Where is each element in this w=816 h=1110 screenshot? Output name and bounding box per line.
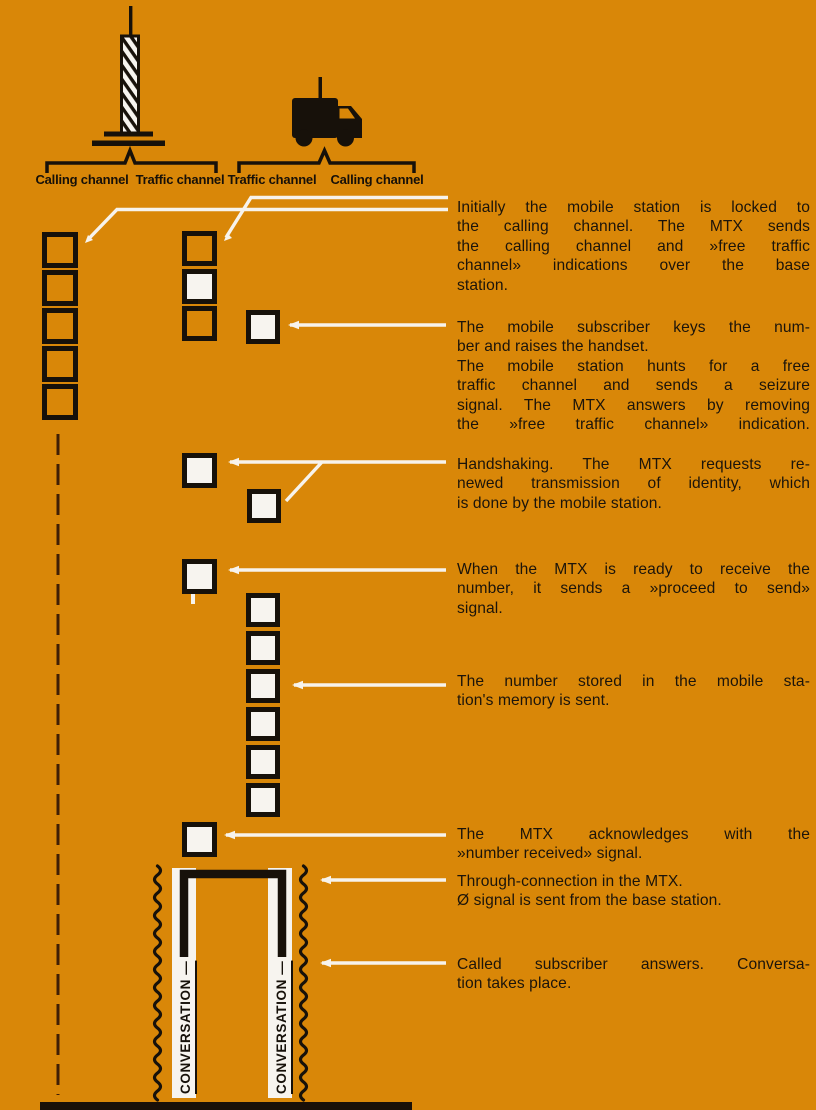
annotation-line: number, it sends a »proceed to send» (457, 580, 810, 598)
annotation-line: The mobile subscriber keys the num- (457, 319, 810, 336)
annotation-line: the »free traffic channel» indication. (457, 416, 810, 434)
annotation-line: the calling channel. The MTX sends (457, 218, 810, 236)
annotation-block-7 (457, 872, 810, 911)
annotation-line: ber and raises the handset. (457, 338, 649, 356)
annotation-line: Initially the mobile station is locked to (457, 199, 810, 216)
annotation-block-6 (457, 825, 810, 864)
annotation-line: The MTX acknowledges with the (457, 826, 810, 843)
annotation-line: traffic channel and sends a seizure (457, 377, 810, 395)
annotation-block-1 (457, 198, 810, 295)
channel-label-mobile-traffic: Traffic channel (227, 172, 317, 187)
annotation-line: The number stored in the mobile sta- (457, 673, 810, 690)
annotation-line: »number received» signal. (457, 845, 643, 863)
channel-label-base-calling: Calling channel (35, 172, 129, 187)
annotation-line: newed transmission of identity, which (457, 475, 810, 493)
annotation-line: Through-connection in the MTX. (457, 873, 683, 890)
annotation-line: Ø signal is sent from the base station. (457, 892, 722, 910)
annotation-block-8 (457, 955, 810, 994)
annotation-line: tion's memory is sent. (457, 692, 610, 710)
annotation-line: station. (457, 276, 509, 294)
annotation-line: Called subscriber answers. Conversa- (457, 956, 810, 973)
annotation-block-3 (457, 455, 810, 513)
annotation-block-5 (457, 672, 810, 711)
annotation-line: signal. The MTX answers by removing (457, 396, 810, 414)
annotation-line: channel» indications over the base (457, 257, 810, 275)
annotation-line: is done by the mobile station. (457, 494, 662, 512)
conversation-label: CONVERSATION — (178, 960, 193, 1094)
annotation-block-4 (457, 560, 810, 618)
annotation-line: Handshaking. The MTX requests re- (457, 456, 810, 473)
annotation-line: signal. (457, 599, 503, 617)
annotation-line: tion takes place. (457, 975, 572, 993)
annotation-block-2 (457, 318, 810, 434)
annotation-line: the calling channel and »free traffic (457, 237, 810, 255)
conversation-label: CONVERSATION — (274, 960, 289, 1094)
channel-label-base-traffic: Traffic channel (135, 172, 225, 187)
annotation-line: The mobile station hunts for a free (457, 357, 810, 375)
channel-label-mobile-calling: Calling channel (330, 172, 424, 187)
annotation-line: When the MTX is ready to receive the (457, 561, 810, 578)
